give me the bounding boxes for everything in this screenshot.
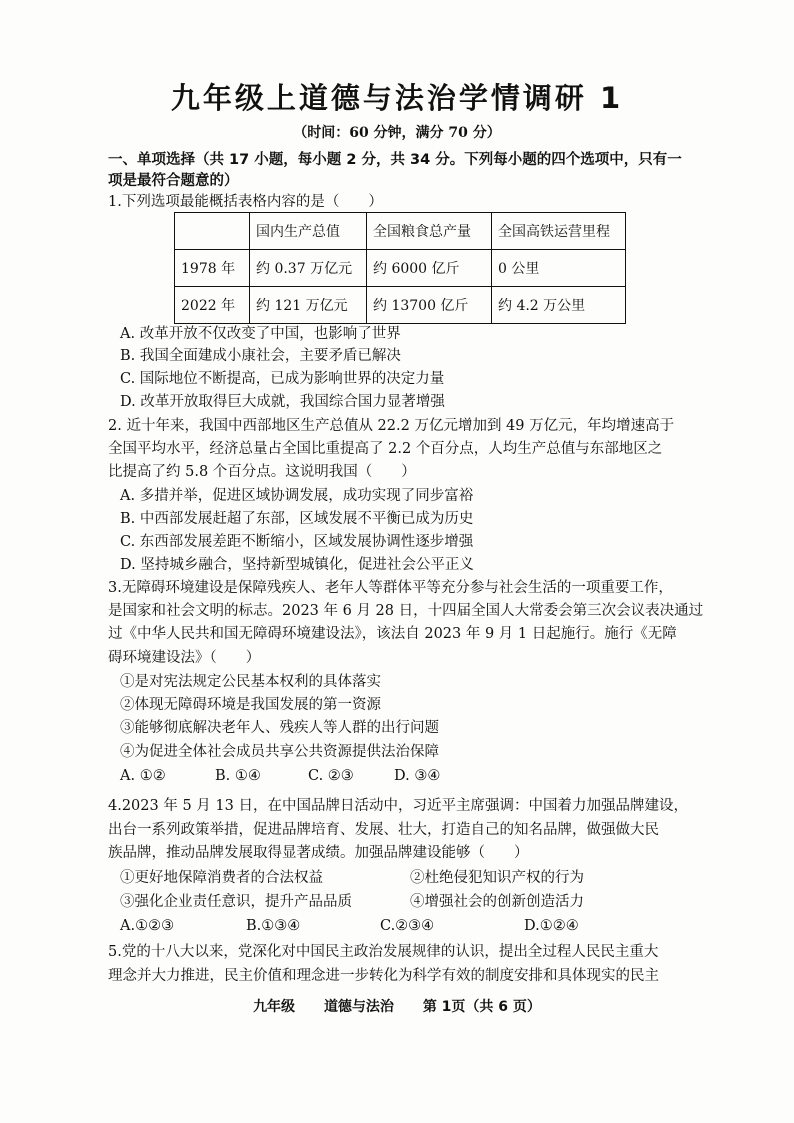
table-header-cell: 国内生产总值 bbox=[250, 213, 367, 250]
q4-stem-line1: 4.2023 年 5 月 13 日，在中国品牌日活动中，习近平主席强调：中国着力加强品牌建设， bbox=[108, 798, 688, 814]
q2-option-c: C. 东西部发展差距不断缩小，区域发展协调性逐步增强 bbox=[120, 534, 474, 550]
table-cell: 0 公里 bbox=[492, 250, 626, 287]
table-header-row bbox=[175, 213, 626, 250]
table-header-cell: 全国粮食总产量 bbox=[367, 213, 492, 250]
footer-grade: 九年级 bbox=[253, 999, 296, 1015]
table-cell: 2022 年 bbox=[175, 287, 250, 324]
footer-page-number: 第 1页（共 6 页） bbox=[422, 999, 541, 1015]
q3-option-b: B. ①④ bbox=[215, 768, 261, 784]
q2-stem-line1: 2. 近十年来，我国中西部地区生产总值从 22.2 万亿元增加到 49 万亿元，年均增速高于 bbox=[108, 418, 675, 434]
q3-statement-3: ③能够彻底解决老年人、残疾人等人群的出行问题 bbox=[120, 720, 439, 736]
q4-stem-line3: 族品牌，推动品牌发展取得显著成绩。加强品牌建设能够（ ） bbox=[108, 845, 529, 861]
table-cell: 1978 年 bbox=[175, 250, 250, 287]
table-cell: 约 4.2 万公里 bbox=[492, 287, 626, 324]
q3-stem-line4: 碍环境建设法》（ ） bbox=[108, 650, 261, 666]
q3-statement-1: ①是对宪法规定公民基本权利的具体落实 bbox=[120, 674, 381, 690]
section-heading-line1: 一、单项选择（共 17 小题，每小题 2 分，共 34 分。下列每小题的四个选项中，只有一 bbox=[108, 152, 682, 168]
q5-stem-line2: 理念并大力推进，民主价值和理念进一步转化为科学有效的制度安排和具体现实的民主 bbox=[108, 968, 659, 984]
table-cell: 约 121 万亿元 bbox=[250, 287, 367, 324]
table-row bbox=[175, 250, 626, 287]
table-cell: 约 0.37 万亿元 bbox=[250, 250, 367, 287]
q2-option-b: B. 中西部发展赶超了东部，区域发展不平衡已成为历史 bbox=[120, 511, 474, 527]
q1-data-table bbox=[174, 212, 626, 324]
q4-option-a: A.①②③ bbox=[120, 918, 175, 934]
q3-stem-line3: 过《中华人民共和国无障碍环境建设法》，该法自 2023 年 9 月 1 日起施行。施行《无障 bbox=[108, 626, 677, 642]
q3-option-d: D. ③④ bbox=[394, 768, 441, 784]
q3-statement-4: ④为促进全体社会成员共享公共资源提供法治保障 bbox=[120, 744, 439, 760]
q4-option-b: B.①③④ bbox=[246, 918, 301, 934]
section-heading-line2: 项是最符合题意的） bbox=[108, 173, 239, 189]
exam-time-info: （时间：60 分钟，满分 70 分） bbox=[293, 125, 501, 141]
q3-stem-line2: 是国家和社会文明的标志。2023 年 6 月 28 日，十四届全国人大常委会第三次会议表决通过 bbox=[108, 603, 704, 619]
q3-statement-2: ②体现无障碍环境是我国发展的第一资源 bbox=[120, 697, 381, 713]
q2-option-a: A. 多措并举，促进区域协调发展，成功实现了同步富裕 bbox=[120, 488, 474, 504]
table-header-cell bbox=[175, 213, 250, 250]
page-footer bbox=[0, 996, 794, 1016]
q2-option-d: D. 坚持城乡融合，坚持新型城镇化，促进社会公平正义 bbox=[120, 557, 474, 573]
table-cell: 约 6000 亿斤 bbox=[367, 250, 492, 287]
q5-stem-line1: 5.党的十八大以来，党深化对中国民主政治发展规律的认识，提出全过程人民民主重大 bbox=[108, 944, 659, 960]
q4-statement-4: ④增强社会的创新创造活力 bbox=[410, 894, 584, 910]
q2-stem-line3: 比提高了约 5.8 个百分点。这说明我国（ ） bbox=[108, 464, 416, 480]
q4-option-c: C.②③④ bbox=[380, 918, 435, 934]
q3-option-c: C. ②③ bbox=[308, 768, 354, 784]
q1-option-d: D. 改革开放取得巨大成就，我国综合国力显著增强 bbox=[120, 394, 445, 410]
q2-stem-line2: 全国平均水平，经济总量占全国比重提高了 2.2 个百分点，人均生产总值与东部地区之 bbox=[108, 441, 663, 457]
q3-option-a: A. ①② bbox=[120, 768, 166, 784]
q1-option-c: C. 国际地位不断提高，已成为影响世界的决定力量 bbox=[120, 371, 445, 387]
page-title: 九年级上道德与法治学情调研 1 bbox=[170, 81, 624, 115]
q4-option-d: D.①②④ bbox=[524, 918, 579, 934]
q4-statement-1: ①更好地保障消费者的合法权益 bbox=[120, 870, 323, 886]
table-cell: 约 13700 亿斤 bbox=[367, 287, 492, 324]
footer-subject: 道德与法治 bbox=[323, 999, 394, 1015]
q4-statement-2: ②杜绝侵犯知识产权的行为 bbox=[410, 870, 584, 886]
q4-stem-line2: 出台一系列政策举措，促进品牌培育、发展、壮大，打造自己的知名品牌，做强做大民 bbox=[108, 822, 659, 838]
q1-stem: 1.下列选项最能概括表格内容的是（ ） bbox=[108, 194, 383, 210]
q4-statement-3: ③强化企业责任意识，提升产品品质 bbox=[120, 894, 352, 910]
q1-option-b: B. 我国全面建成小康社会，主要矛盾已解决 bbox=[120, 348, 401, 364]
table-row bbox=[175, 287, 626, 324]
q3-stem-line1: 3.无障碍环境建设是保障残疾人、老年人等群体平等充分参与社会生活的一项重要工作， bbox=[108, 580, 673, 596]
q1-option-a: A. 改革开放不仅改变了中国，也影响了世界 bbox=[120, 326, 401, 342]
table-header-cell: 全国高铁运营里程 bbox=[492, 213, 626, 250]
